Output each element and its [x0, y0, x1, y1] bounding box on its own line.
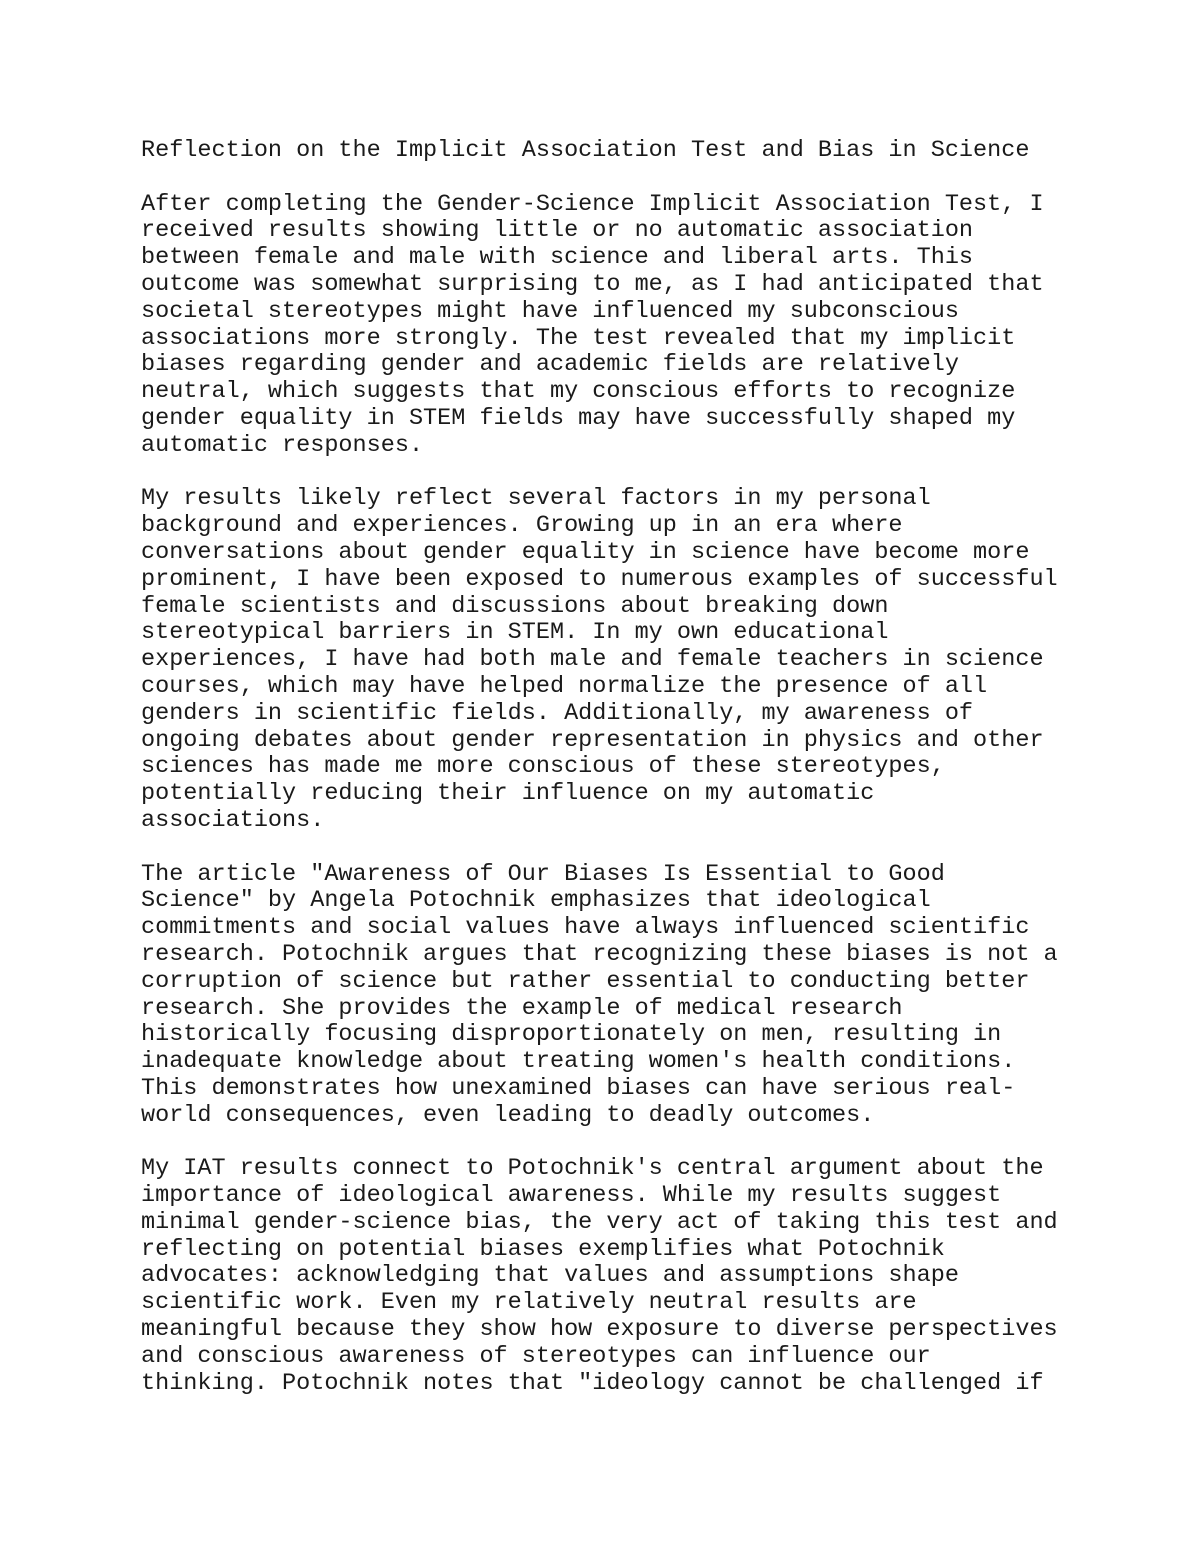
text-line: genders in scientific fields. Additionally, my awareness of — [141, 699, 974, 727]
text-line: background and experiences. Growing up in an era where — [141, 512, 903, 540]
text-line: biases regarding gender and academic fields are relatively — [141, 351, 959, 379]
text-line: After completing the Gender-Science Implicit Association Test, I — [141, 190, 1044, 218]
text-line: prominent, I have been exposed to numerous examples of successful — [141, 565, 1058, 593]
text-line: world consequences, even leading to deadly outcomes. — [141, 1101, 875, 1129]
document-title: Reflection on the Implicit Association Test and Bias in Science — [141, 137, 1030, 164]
text-line: female scientists and discussions about breaking down — [141, 592, 889, 620]
text-line: experiences, I have had both male and female teachers in science — [141, 646, 1044, 674]
text-line: ongoing debates about gender representation in physics and other — [141, 726, 1044, 754]
text-line: historically focusing disproportionately on men, resulting in — [141, 1021, 1002, 1049]
text-line: minimal gender-science bias, the very act of taking this test and — [141, 1208, 1058, 1236]
text-line: meaningful because they show how exposure to diverse perspectives — [141, 1316, 1058, 1344]
text-line: potentially reducing their influence on my automatic — [141, 780, 875, 808]
text-line: reflecting on potential biases exemplifies what Potochnik — [141, 1235, 945, 1263]
text-line: thinking. Potochnik notes that "ideology cannot be challenged if — [141, 1369, 1044, 1397]
paragraph — [141, 1156, 1141, 1397]
text-line: societal stereotypes might have influenced my subconscious — [141, 297, 959, 325]
text-line: advocates: acknowledging that values and assumptions shape — [141, 1262, 959, 1290]
text-line: between female and male with science and liberal arts. This — [141, 244, 974, 272]
text-line: My results likely reflect several factors in my personal — [141, 485, 931, 513]
text-line: inadequate knowledge about treating women's health conditions. — [141, 1048, 1016, 1076]
text-line: automatic responses. — [141, 431, 424, 459]
text-line: conversations about gender equality in science have become more — [141, 538, 1030, 566]
text-line: associations. — [141, 806, 325, 834]
text-line: neutral, which suggests that my conscious efforts to recognize — [141, 378, 1016, 406]
paragraph — [141, 486, 1141, 834]
text-line: research. She provides the example of medical research — [141, 994, 903, 1022]
text-line: gender equality in STEM fields may have successfully shaped my — [141, 404, 1016, 432]
text-line: outcome was somewhat surprising to me, as I had anticipated that — [141, 270, 1044, 298]
text-line: importance of ideological awareness. While my results suggest — [141, 1182, 1002, 1210]
text-line: commitments and social values have always influenced scientific — [141, 914, 1030, 942]
text-line: courses, which may have helped normalize the presence of all — [141, 672, 988, 700]
document-body — [141, 192, 1141, 1398]
text-line: research. Potochnik argues that recognizing these biases is not a — [141, 940, 1058, 968]
document-page — [141, 138, 1141, 1397]
text-line: associations more strongly. The test revealed that my implicit — [141, 324, 1016, 352]
text-line: Science" by Angela Potochnik emphasizes that ideological — [141, 887, 931, 915]
text-line: stereotypical barriers in STEM. In my own educational — [141, 619, 889, 647]
text-line: sciences has made me more conscious of these stereotypes, — [141, 753, 945, 781]
text-line: The article "Awareness of Our Biases Is Essential to Good — [141, 860, 945, 888]
paragraph — [141, 192, 1141, 460]
text-line: scientific work. Even my relatively neutral results are — [141, 1289, 917, 1317]
text-line: received results showing little or no automatic association — [141, 217, 974, 245]
text-line: My IAT results connect to Potochnik's central argument about the — [141, 1155, 1044, 1183]
text-line: and conscious awareness of stereotypes can influence our — [141, 1342, 931, 1370]
text-line: corruption of science but rather essential to conducting better — [141, 967, 1030, 995]
text-line: This demonstrates how unexamined biases can have serious real- — [141, 1074, 1016, 1102]
paragraph — [141, 862, 1141, 1130]
